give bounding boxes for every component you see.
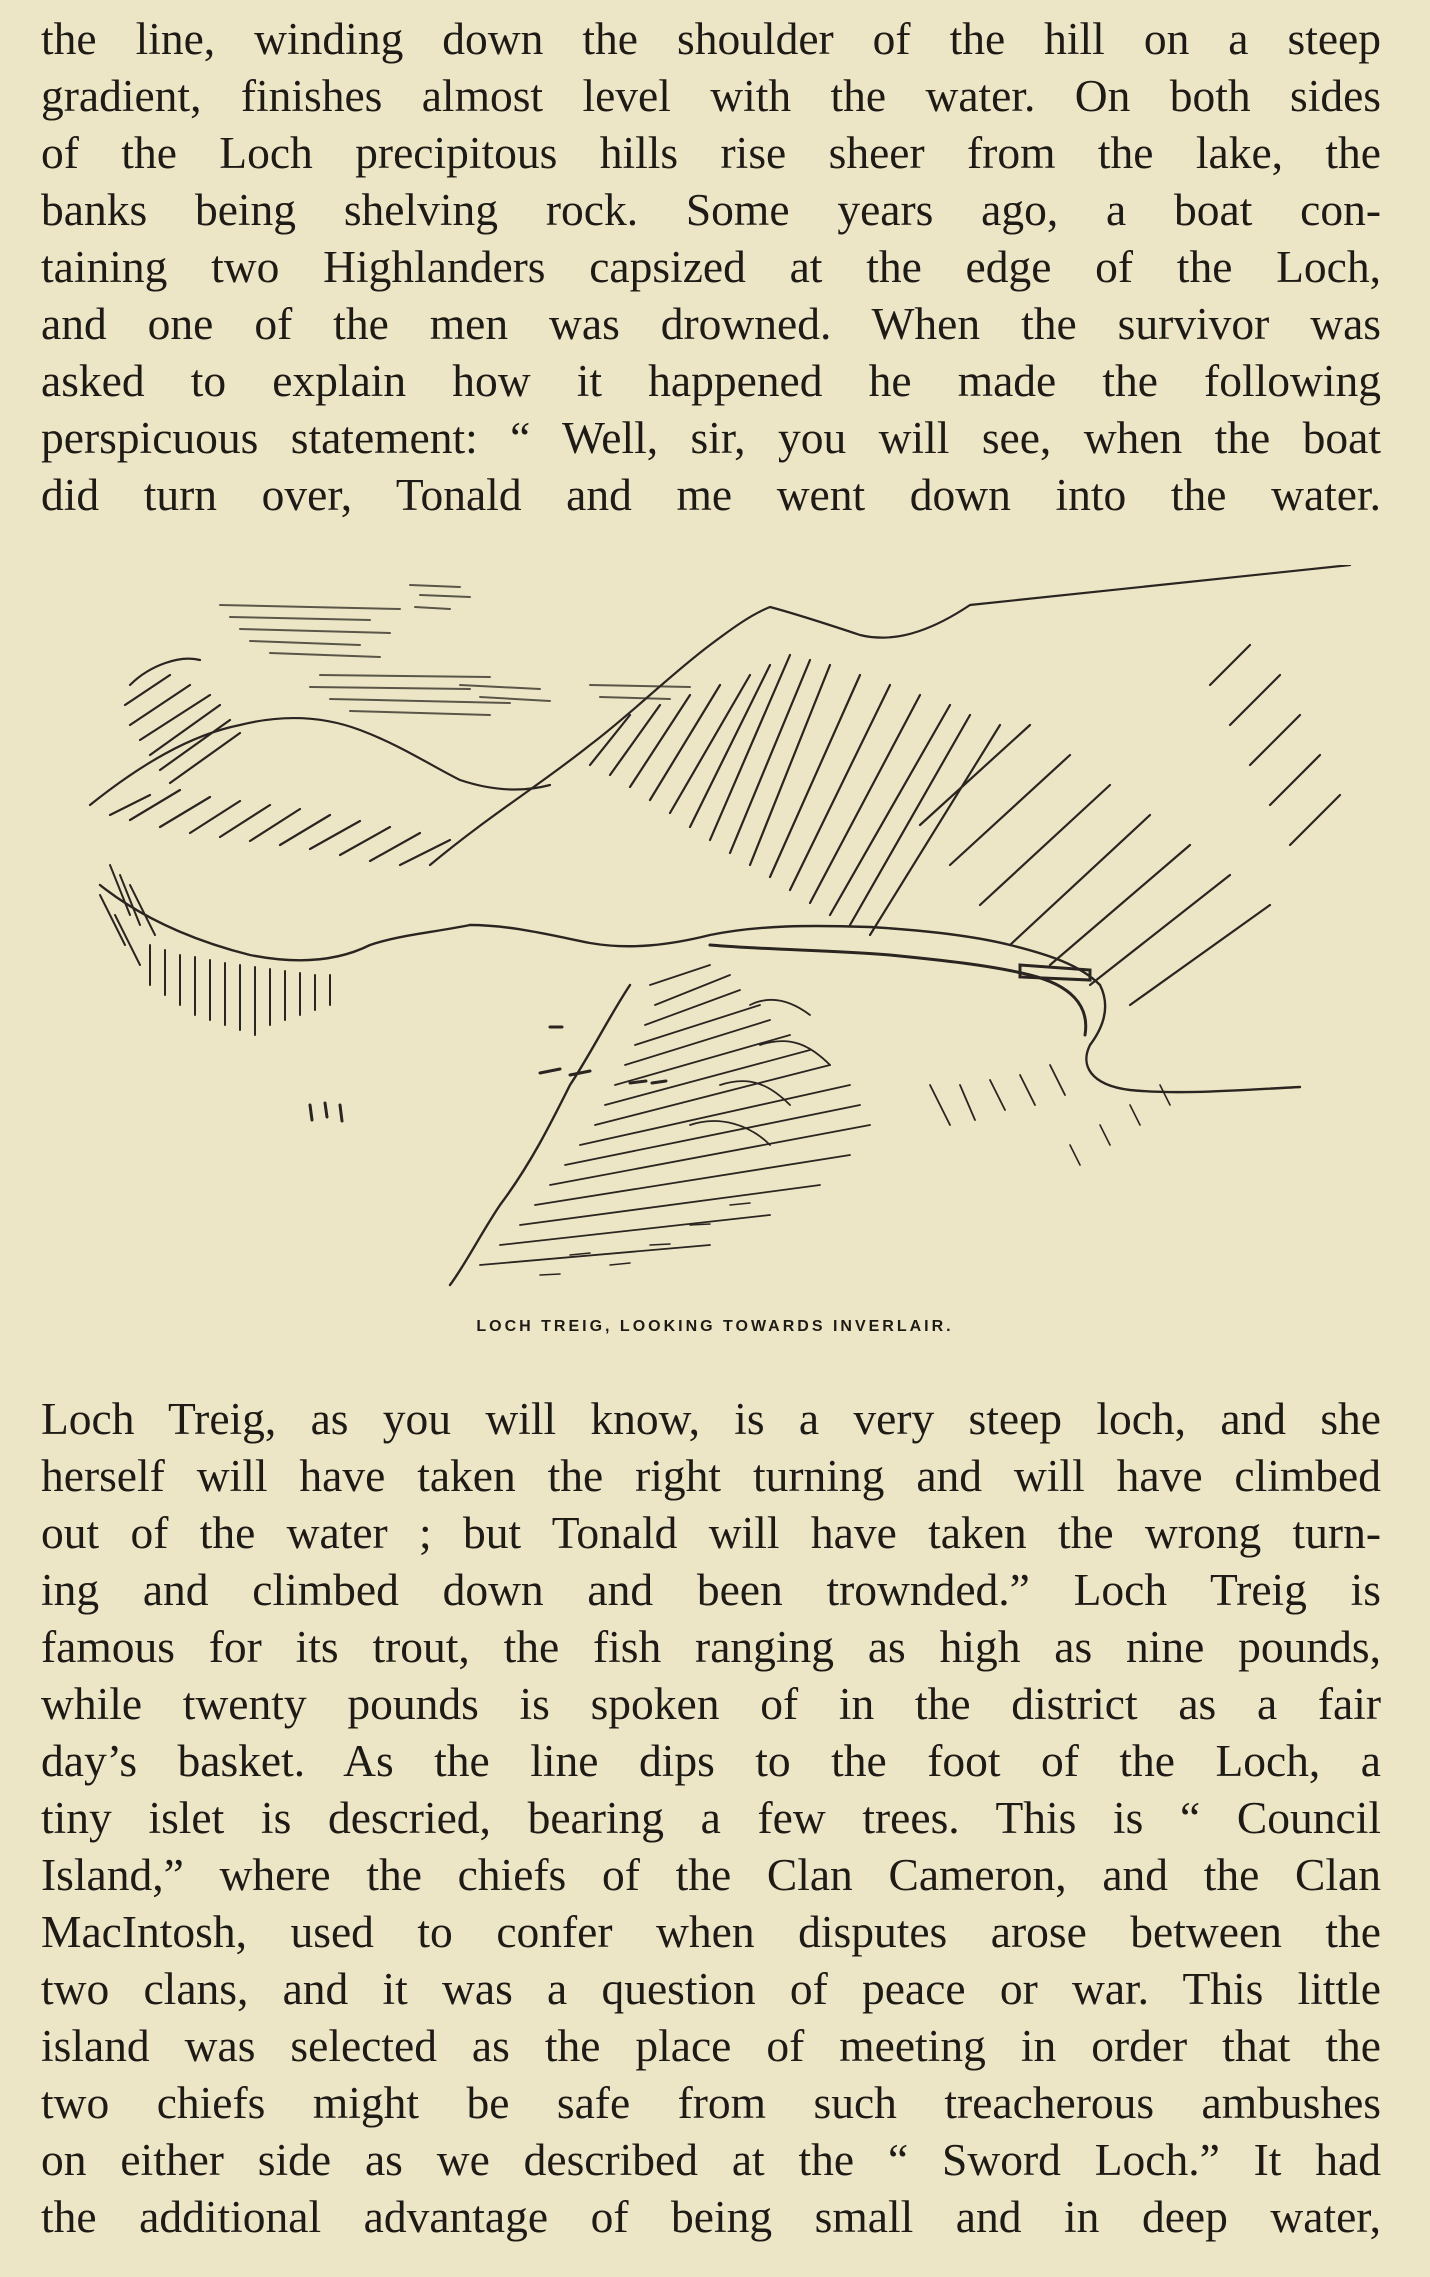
text-line: asked to explain how it happened he made the following bbox=[41, 355, 1381, 406]
water-marks bbox=[310, 1027, 666, 1121]
text-line: out of the water ; but Tonald will have taken the wrong turn- bbox=[41, 1507, 1381, 1558]
text-line: herself will have taken the right turning and will have climbed bbox=[41, 1450, 1381, 1501]
text-line: banks being shelving rock. Some years ago, a boat con- bbox=[41, 184, 1381, 235]
text-line: and one of the men was drowned. When the survivor was bbox=[41, 298, 1381, 349]
paragraph-bottom bbox=[41, 1390, 1381, 2245]
text-line: two chiefs might be safe from such treacherous ambushes bbox=[41, 2077, 1381, 2128]
text-line: Loch Treig, as you will know, is a very steep loch, and she bbox=[41, 1393, 1381, 1444]
text-line: MacIntosh, used to confer when disputes arose between the bbox=[41, 1906, 1381, 1957]
text-line: the additional advantage of being small and in deep water, bbox=[41, 2191, 1381, 2242]
text-line: perspicuous statement: “ Well, sir, you will see, when the boat bbox=[41, 412, 1381, 463]
loch-treig-illustration bbox=[70, 565, 1360, 1305]
text-line: did turn over, Tonald and me went down into the water. bbox=[41, 469, 1381, 520]
text-line: on either side as we described at the “ Sword Loch.” It had bbox=[41, 2134, 1381, 2185]
text-line: taining two Highlanders capsized at the edge of the Loch, bbox=[41, 241, 1381, 292]
text-line: island was selected as the place of meeting in order that the bbox=[41, 2020, 1381, 2071]
left-hills bbox=[90, 659, 550, 865]
text-line: tiny islet is descried, bearing a few trees. This is “ Council bbox=[41, 1792, 1381, 1843]
text-line: Island,” where the chiefs of the Clan Cameron, and the Clan bbox=[41, 1849, 1381, 1900]
text-line: famous for its trout, the fish ranging as high as nine pounds, bbox=[41, 1621, 1381, 1672]
foreground-dashes bbox=[540, 1085, 1170, 1275]
text-line: while twenty pounds is spoken of in the district as a fair bbox=[41, 1678, 1381, 1729]
paragraph-top bbox=[41, 10, 1381, 523]
text-line: of the Loch precipitous hills rise sheer from the lake, the bbox=[41, 127, 1381, 178]
figure-caption: LOCH TREIG, LOOKING TOWARDS INVERLAIR. bbox=[476, 1318, 954, 1335]
text-line: the line, winding down the shoulder of the hill on a steep bbox=[41, 13, 1381, 64]
right-promontory bbox=[480, 965, 1065, 1265]
text-line: day’s basket. As the line dips to the foot of the Loch, a bbox=[41, 1735, 1381, 1786]
text-line: ing and climbed down and been trownded.” Loch Treig is bbox=[41, 1564, 1381, 1615]
sky-clouds bbox=[220, 585, 690, 715]
left-shore-trees bbox=[100, 865, 330, 1035]
text-line: gradient, finishes almost level with the water. On both sides bbox=[41, 70, 1381, 121]
text-line: two clans, and it was a question of peace or war. This little bbox=[41, 1963, 1381, 2014]
